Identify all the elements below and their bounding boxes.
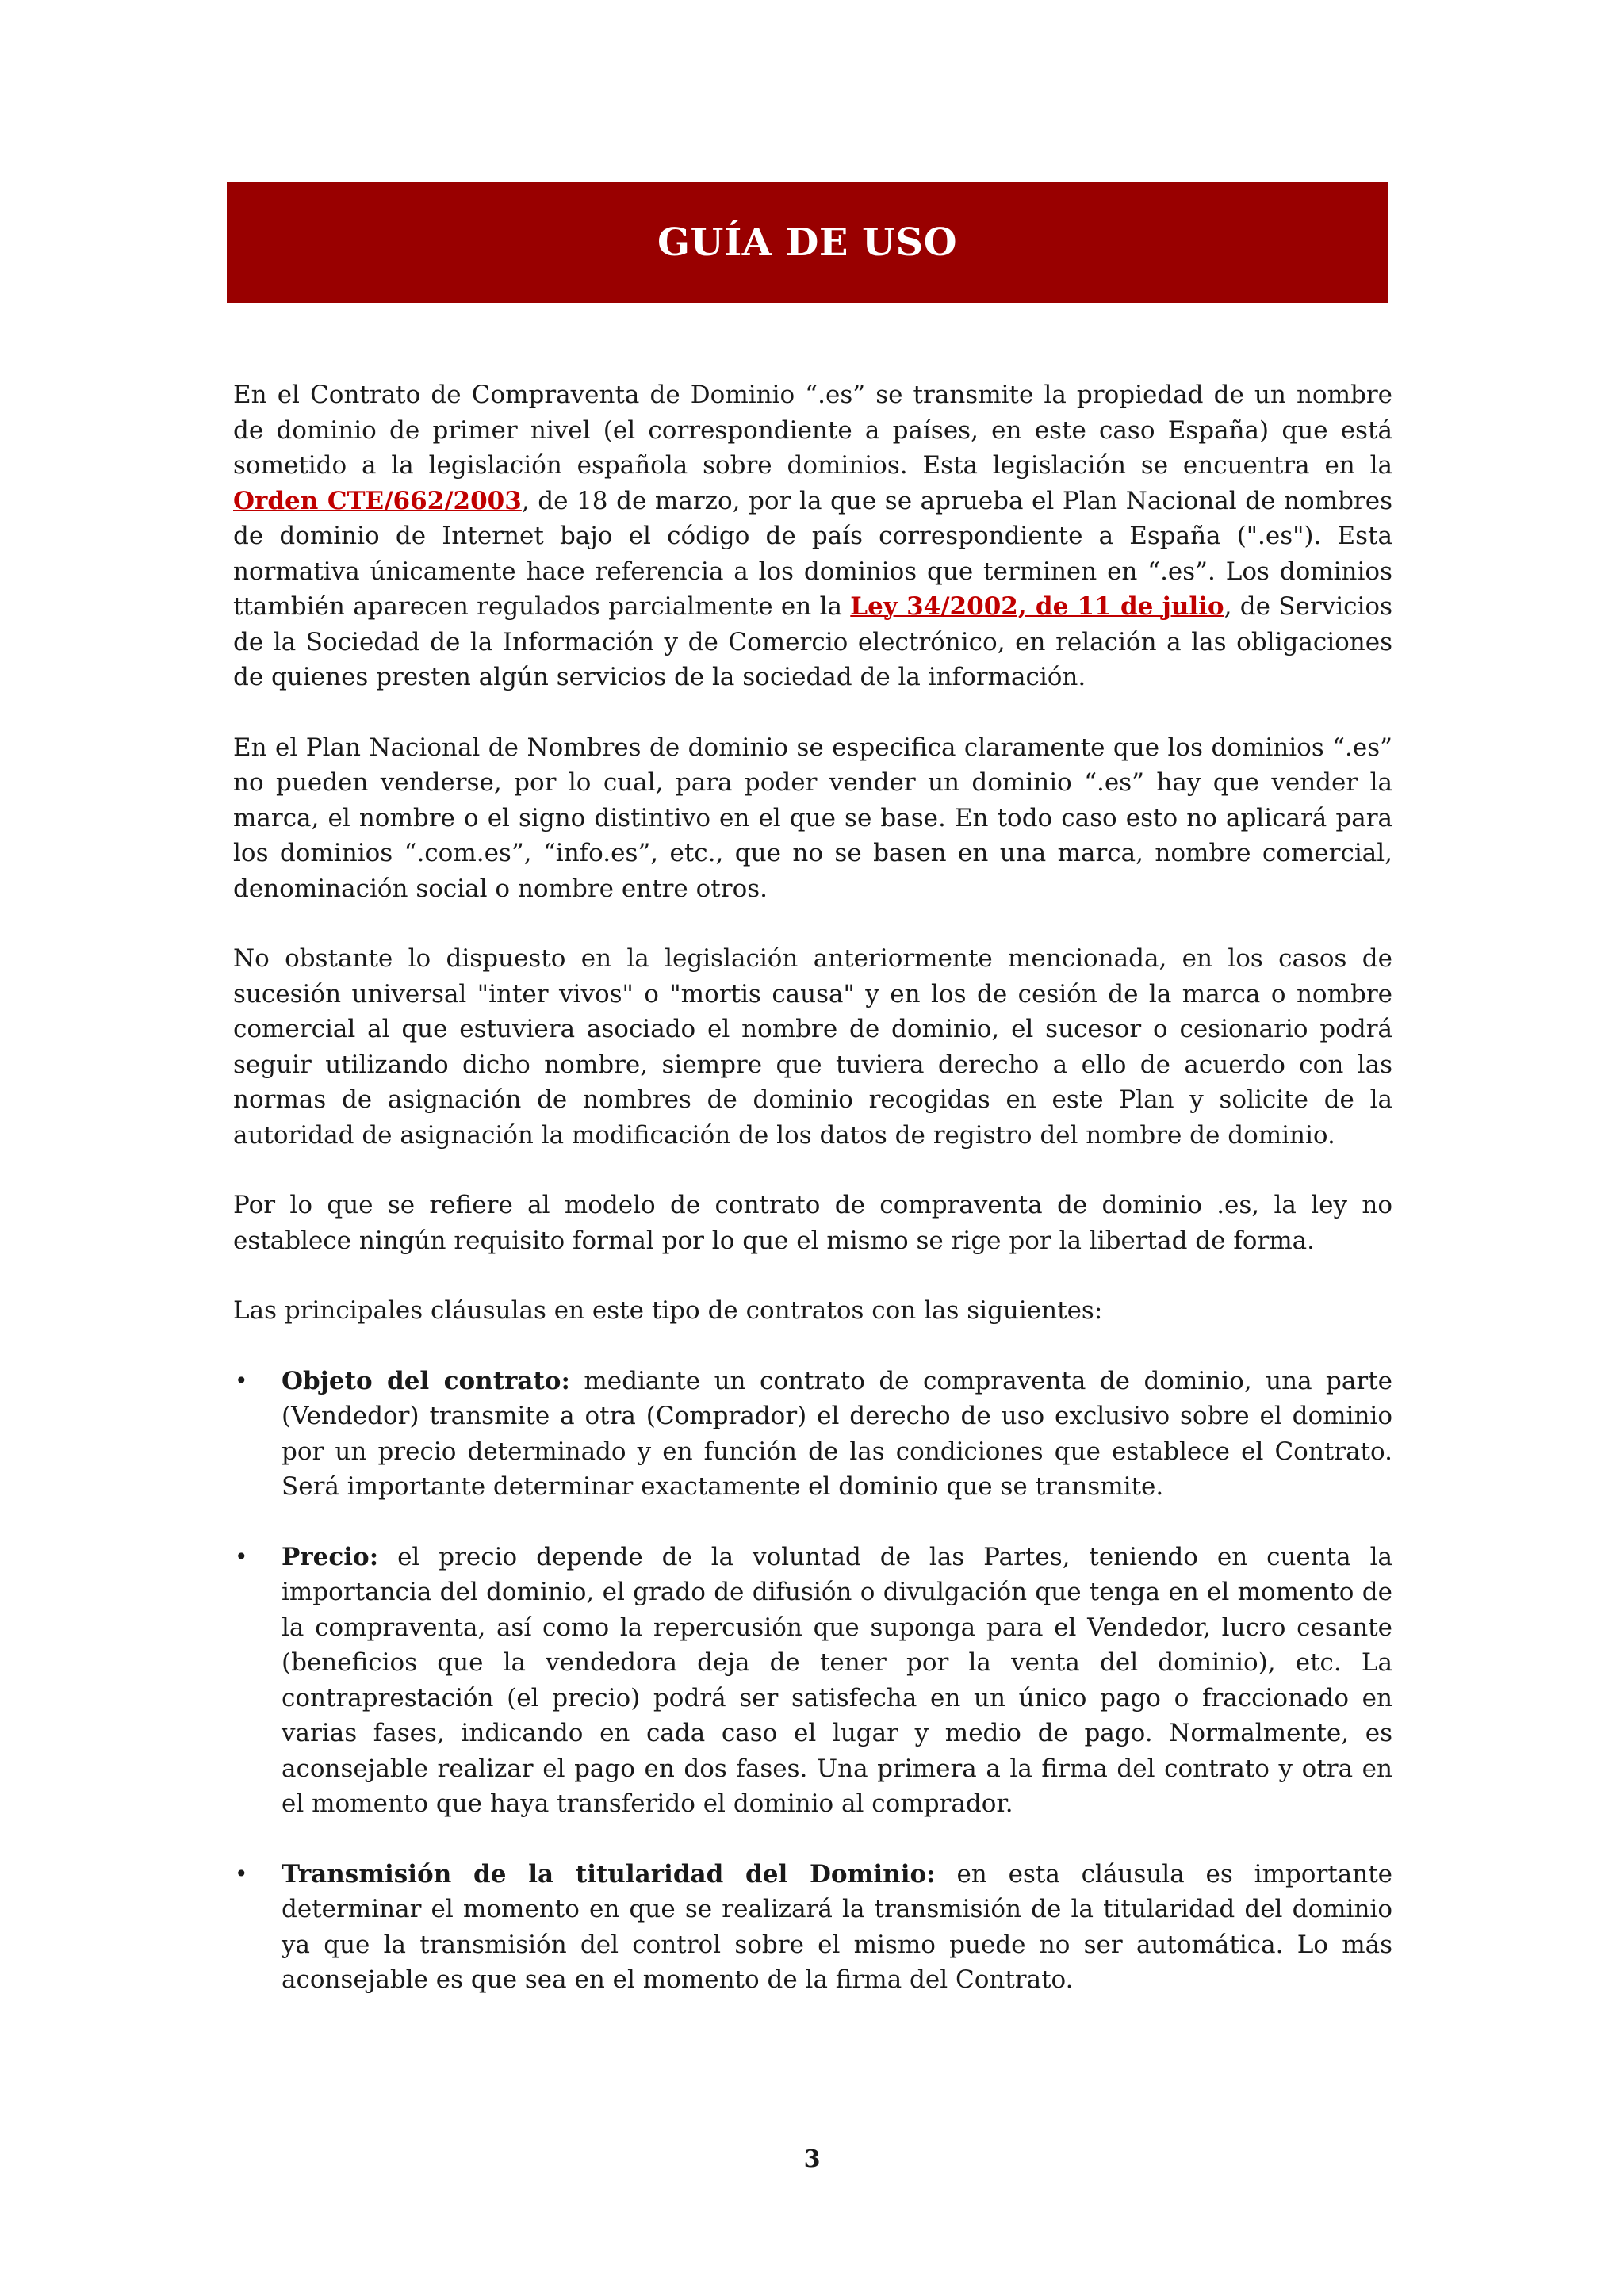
clause-text: en esta cláusula es importante determinar el momento en que se realizará la transmisión de la titularidad del dominio ya que la transmisión del control sobre el mismo puede no ser automática. Lo más aconsejable es que sea en el momento de la firma del Contrato.: [282, 1859, 1392, 1994]
text-segment: , de 18 de marzo, por la que se aprueba el Plan Nacional de nombres de dominio de Internet bajo el código de país correspondiente a España (".es"). Esta normativa únicamente hace referencia a los dominios que terminen en “.es”. Los dominios ttambién aparecen regulados parcialmente en la: [233, 486, 1392, 621]
link-orden-cte[interactable]: Orden CTE/662/2003: [233, 486, 522, 515]
bullet-icon: •: [235, 1367, 248, 1394]
link-ley-34-2002[interactable]: Ley 34/2002, de 11 de julio: [850, 592, 1224, 621]
list-item-transmision: [233, 1857, 1392, 1998]
text-segment: , de Servicios de la Sociedad de la Información y de Comercio electrónico, en relación a las obligaciones de quienes presten algún servicios de la sociedad de la información.: [233, 592, 1392, 691]
paragraph-intro: [233, 377, 1392, 695]
page-number: 3: [803, 2145, 821, 2173]
paragraph-plan-nacional: En el Plan Nacional de Nombres de dominio se especifica claramente que los dominios “.es” no pueden venderse, por lo cual, para poder vender un dominio “.es” hay que vender la marca, el nombre o el signo distintivo en el que se base. En todo caso esto no aplicará para los dominios “.com.es”, “info.es”, etc., que no se basen en una marca, nombre comercial, denominación social o nombre entre otros.: [233, 733, 1392, 903]
clauses-list: [233, 1364, 1392, 1998]
paragraph-no-obstante: No obstante lo dispuesto en la legislación anteriormente mencionada, en los casos de sucesión universal "inter vivos" o "mortis causa" y en los de cesión de la marca o nombre comercial al que estuviera asociado el nombre de dominio, el sucesor o cesionario podrá seguir utilizando dicho nombre, siempre que tuviera derecho a ello de acuerdo con las normas de asignación de nombres de dominio recogidas en este Plan y solicite de la autoridad de asignación la modificación de los datos de registro del nombre de dominio.: [233, 944, 1392, 1150]
clause-text: el precio depende de la voluntad de las Partes, teniendo en cuenta la importancia del dominio, el grado de difusión o divulgación que tenga en el momento de la compraventa, así como la repercusión que suponga para el Vendedor, lucro cesante (beneficios que la vendedora deja de tener por la venta del dominio), etc. La contraprestación (el precio) podrá ser satisfecha en un único pago o fraccionado en varias fases, indicando en cada caso el lugar y medio de pago. Normalmente, es aconsejable realizar el pago en dos fases. Una primera a la firma del contrato y otra en el momento que haya transferido el dominio al comprador.: [282, 1542, 1392, 1818]
list-item-precio: [233, 1540, 1392, 1822]
text-segment: En el Contrato de Compraventa de Dominio “.es” se transmite la propiedad de un nombre de dominio de primer nivel (el correspondiente a países, en este caso España) que está sometido a la legislación española sobre dominios. Esta legislación se encuentra en la: [233, 381, 1392, 480]
clause-term: Transmisión de la titularidad del Dominio:: [282, 1859, 936, 1888]
clause-text: mediante un contrato de compraventa de dominio, una parte (Vendedor) transmite a otra (Comprador) el derecho de uso exclusivo sobre el dominio por un precio determinado y en función de las condiciones que establece el Contrato. Será importante determinar exactamente el dominio que se transmite.: [282, 1366, 1392, 1501]
clause-term: Objeto del contrato:: [282, 1366, 570, 1395]
list-item-objeto: [233, 1364, 1392, 1505]
document-body: [233, 377, 1392, 2033]
title-banner: [227, 182, 1388, 303]
paragraph-clausulas-intro: Las principales cláusulas en este tipo de contratos con las siguientes:: [233, 1296, 1103, 1325]
clause-term: Precio:: [282, 1542, 379, 1571]
page-title: GUÍA DE USO: [657, 220, 957, 265]
bullet-icon: •: [235, 1543, 248, 1570]
bullet-icon: •: [235, 1860, 248, 1887]
paragraph-modelo-contrato: Por lo que se refiere al modelo de contrato de compraventa de dominio .es, la ley no establece ningún requisito formal por lo que el mismo se rige por la libertad de forma.: [233, 1191, 1392, 1255]
